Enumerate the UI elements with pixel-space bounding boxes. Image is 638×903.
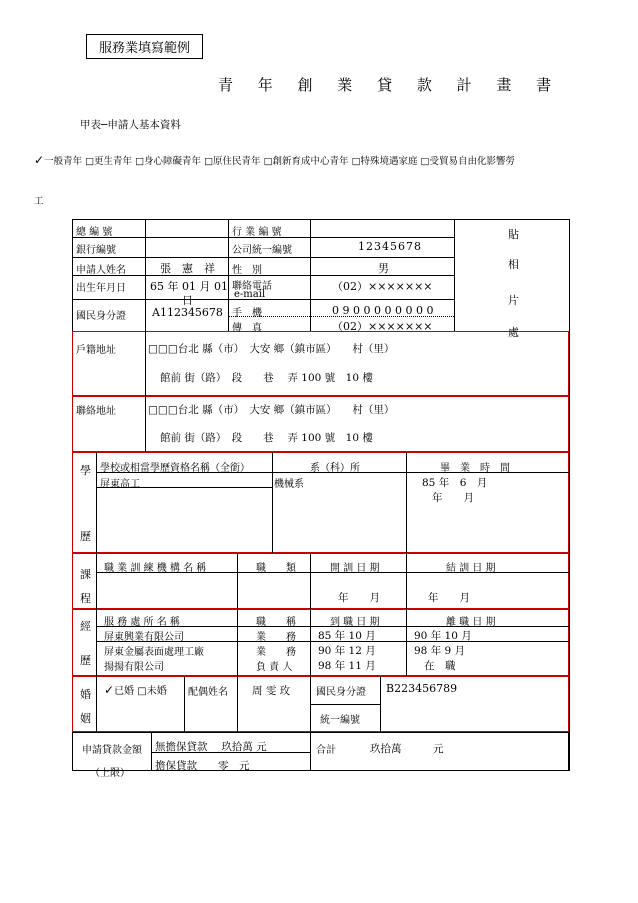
- married-option: 已婚: [114, 686, 135, 697]
- experience-col-end: 離 職 日 期: [446, 617, 496, 628]
- photo-label-3: 片: [508, 294, 519, 307]
- single-option: □未婚: [137, 686, 167, 697]
- id-value: A112345678: [152, 306, 223, 319]
- experience-label-bottom: 歷: [80, 654, 91, 667]
- experience-row-title: 負 責 人: [256, 662, 293, 673]
- experience-row-end: 90 年 10 月: [414, 630, 472, 642]
- unified-label: 統一編號: [320, 715, 360, 726]
- education-col-dept: 系（科）所: [310, 463, 360, 474]
- fax-value: （02）×××××××: [332, 320, 433, 333]
- gender-label: 性 別: [232, 265, 262, 276]
- sample-label: 服務業填寫範例: [86, 34, 203, 59]
- education-col-school: 學校或相當學歷資格名稱（全銜）: [100, 463, 250, 474]
- marriage-label-top: 婚: [80, 688, 91, 701]
- experience-row-title: 業 務: [256, 647, 296, 658]
- mobile-label: 手 機: [232, 308, 262, 319]
- education-date1: 85 年 6 月: [422, 477, 488, 489]
- marriage-label-bottom: 姻: [80, 712, 91, 725]
- spouse-id-label: 國民身分證: [316, 687, 366, 698]
- experience-row-org: 揚揚有限公司: [104, 662, 164, 673]
- education-col-date: 畢 業 時 間: [440, 463, 510, 474]
- experience-row-org: 屏東金屬表面處理工廠: [104, 647, 204, 658]
- loan-label-limit: （上限）: [90, 768, 130, 779]
- total-no-label: 總 編 號: [76, 227, 113, 238]
- spouse-label: 配偶姓名: [188, 687, 228, 698]
- id-label: 國民身分證: [76, 311, 126, 322]
- experience-col-start: 到 職 日 期: [330, 617, 380, 628]
- category-line: [34, 153, 515, 167]
- spouse-id-value: B223456789: [386, 682, 458, 695]
- experience-row-end: 在 職: [424, 660, 456, 672]
- loan-unsecured: 無擔保貸款 玖拾萬 元: [155, 741, 267, 753]
- training-label-bottom: 程: [80, 592, 91, 605]
- email-label: e-mail: [234, 289, 266, 300]
- experience-row-title: 業 務: [256, 632, 296, 643]
- section-title: 甲表─申請人基本資料: [80, 119, 181, 131]
- bank-no-label: 銀行編號: [76, 245, 116, 256]
- education-dept: 機械系: [274, 479, 304, 490]
- training-col-start: 開 訓 日 期: [330, 563, 380, 574]
- fax-label: 傳 真: [232, 323, 262, 334]
- loan-total-label: 合計: [316, 745, 336, 756]
- contact-line1: □□□台北 縣（市） 大安 鄉（鎮市區） 村（里）: [148, 404, 395, 416]
- phone-label: 聯絡電話: [232, 281, 272, 292]
- loan-secured: 擔保貸款 零 元: [155, 760, 250, 772]
- experience-row-start: 98 年 11 月: [318, 660, 376, 672]
- training-start: 年 月: [338, 592, 380, 604]
- name-value: 張 憲 祥: [160, 262, 215, 275]
- document-title: 青 年 創 業 貸 款 計 畫 書: [218, 76, 562, 94]
- tax-id-label: 公司統一編號: [232, 245, 292, 256]
- mobile-value: 0 9 0 0 0 0 0 0 0 0: [332, 304, 434, 317]
- checkmark-icon: ✓: [104, 683, 115, 697]
- birth-value-day: 日: [182, 294, 193, 307]
- training-label-top: 課: [80, 568, 91, 581]
- gender-value: 男: [378, 262, 389, 275]
- contact-line2: 館前 街（路） 段 巷 弄 100 號 10 樓: [160, 432, 373, 444]
- spouse-name: 周 雯 玫: [252, 685, 291, 697]
- phone-value: （02）×××××××: [332, 280, 433, 293]
- experience-col-title: 職 稱: [256, 617, 296, 628]
- contact-label: 聯絡地址: [76, 406, 116, 417]
- experience-row-start: 85 年 10 月: [318, 630, 376, 642]
- loan-total-value: 玖拾萬 元: [370, 743, 444, 755]
- birth-label: 出生年月日: [76, 283, 126, 294]
- branch-label: 行 業 編 號: [232, 227, 282, 238]
- training-col-org: 職 業 訓 練 機 構 名 稱: [104, 563, 207, 574]
- training-col-end: 結 訓 日 期: [446, 563, 496, 574]
- education-label-bottom: 歷: [80, 530, 91, 543]
- experience-label-top: 經: [80, 620, 91, 633]
- training-end: 年 月: [428, 592, 470, 604]
- experience-row-end: 98 年 9 月: [414, 645, 466, 657]
- education-date2: 年 月: [432, 492, 474, 504]
- tax-id-value: 12345678: [358, 240, 422, 253]
- photo-label-2: 相: [508, 258, 519, 271]
- experience-row-org: 屏東興業有限公司: [104, 632, 184, 643]
- household-label: 戶籍地址: [76, 345, 116, 356]
- checkmark-icon: ✓: [34, 153, 45, 167]
- loan-label: 申請貸款金額: [82, 745, 142, 756]
- photo-label-1: 貼: [508, 228, 519, 241]
- household-line1: □□□台北 縣（市） 大安 鄉（鎮市區） 村（里）: [148, 343, 395, 355]
- photo-label-4: 處: [508, 326, 519, 339]
- household-line2: 館前 街（路） 段 巷 弄 100 號 10 樓: [160, 372, 373, 384]
- education-school: 屏東高工: [100, 479, 140, 490]
- birth-value: 65 年 01 月 01: [150, 280, 228, 293]
- education-label-top: 學: [80, 464, 91, 477]
- experience-col-org: 服 務 處 所 名 稱: [104, 617, 180, 628]
- category-options: 一般青年 □更生青年 □身心障礙青年 □原住民青年 □創新育成中心青年 □特殊境遇家庭 □受貿易自由化影響勞: [44, 156, 516, 167]
- training-col-type: 職 類: [256, 563, 296, 574]
- marriage-status: [104, 682, 167, 697]
- experience-row-start: 90 年 12 月: [318, 645, 376, 657]
- name-label: 申請人姓名: [76, 265, 126, 276]
- category-line-cont: 工: [34, 196, 44, 207]
